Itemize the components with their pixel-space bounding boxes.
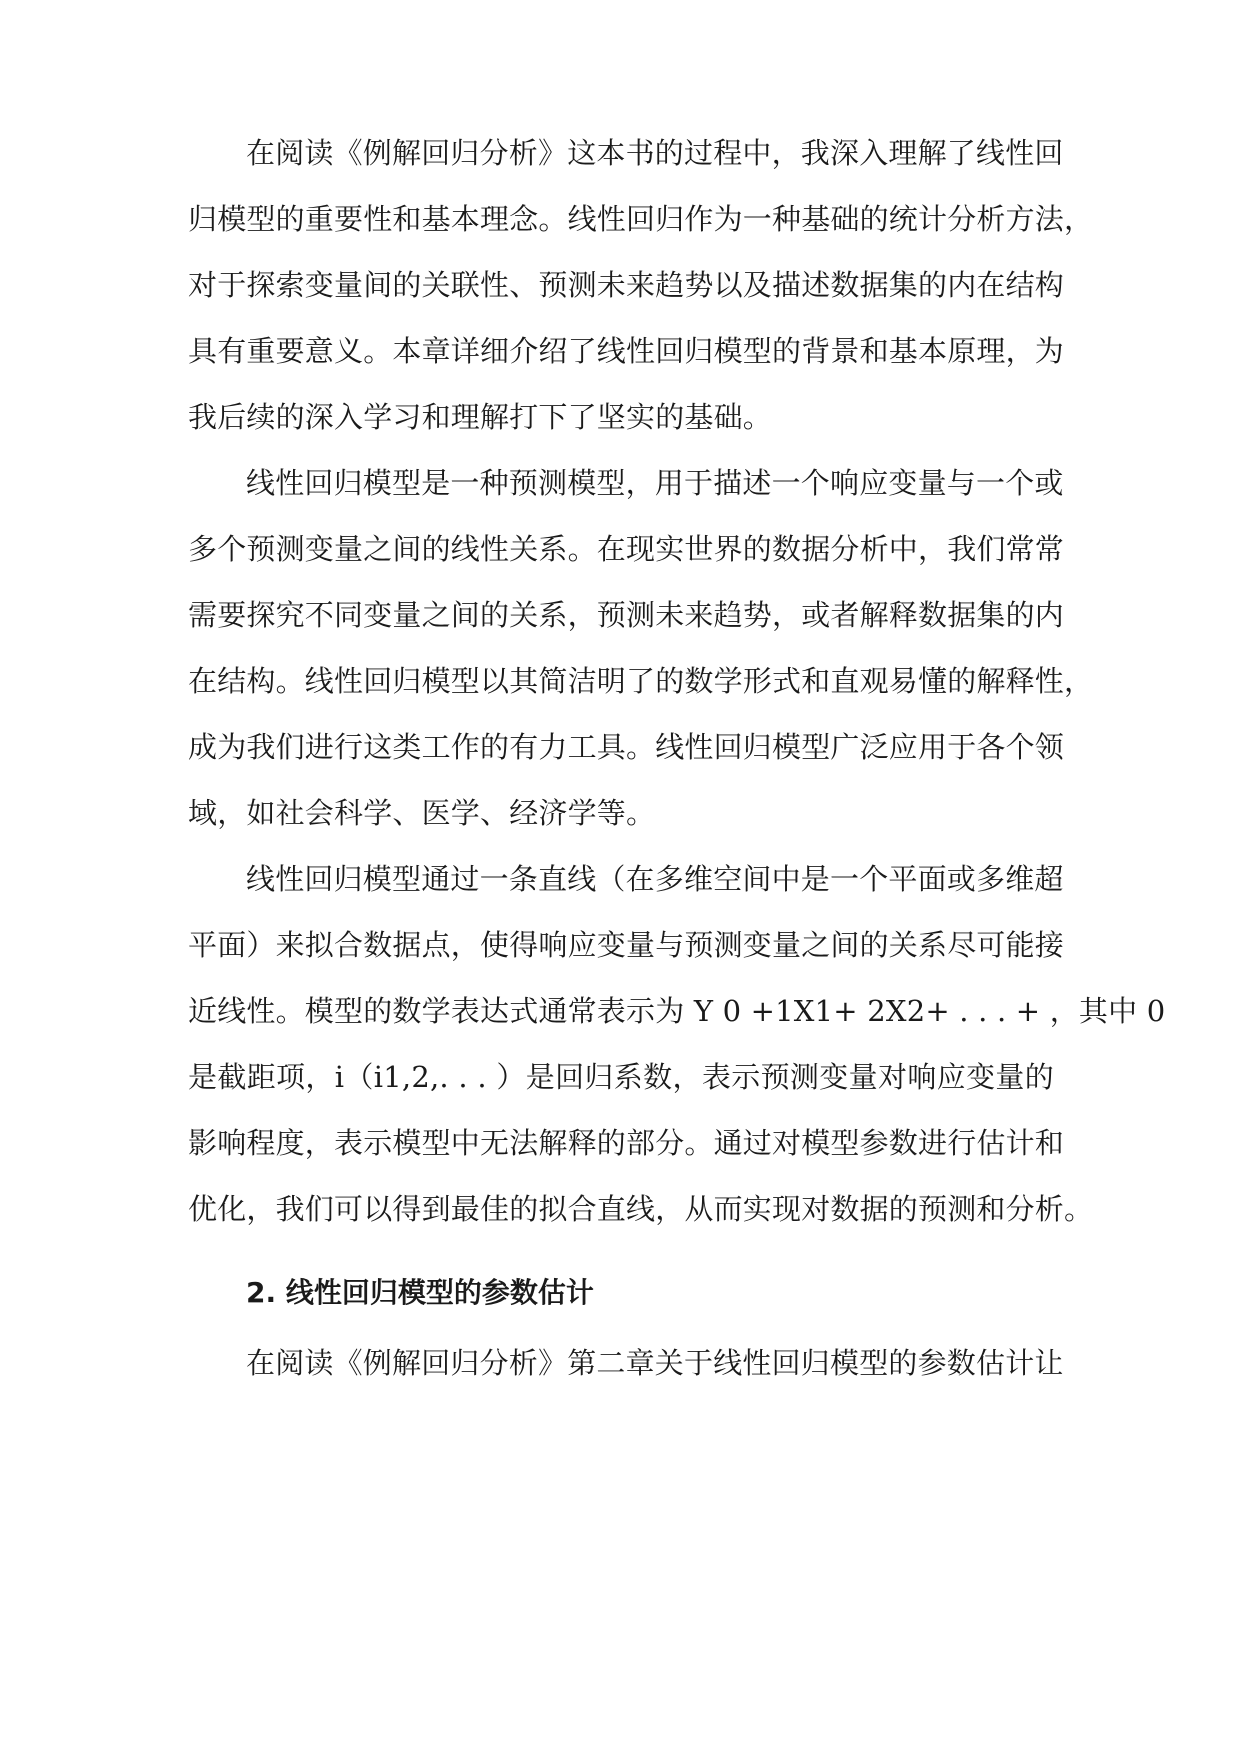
paragraph-3-line-2: 平面）来拟合数据点，使得响应变量与预测变量之间的关系尽可能接 (188, 928, 1065, 962)
paragraph-2-line-5: 成为我们进行这类工作的有力工具。线性回归模型广泛应用于各个领 (188, 730, 1065, 764)
paragraph-3-line-4: 是截距项，i（i1,2,. . . ）是回归系数，表示预测变量对响应变量的 (188, 1060, 1054, 1094)
paragraph-1-line-4: 具有重要意义。本章详细介绍了线性回归模型的背景和基本原理，为 (188, 334, 1065, 368)
paragraph-2-line-4: 在结构。线性回归模型以其简洁明了的数学形式和直观易懂的解释性， (188, 664, 1094, 698)
paragraph-2-line-3: 需要探究不同变量之间的关系，预测未来趋势，或者解释数据集的内 (188, 598, 1065, 632)
paragraph-1-line-1: 在阅读《例解回归分析》这本书的过程中，我深入理解了线性回 (246, 136, 1064, 170)
paragraph-2-line-2: 多个预测变量之间的线性关系。在现实世界的数据分析中，我们常常 (188, 532, 1065, 566)
paragraph-1-line-5: 我后续的深入学习和理解打下了坚实的基础。 (188, 400, 773, 434)
paragraph-1-line-3: 对于探索变量间的关联性、预测未来趋势以及描述数据集的内在结构 (188, 268, 1065, 302)
paragraph-2-line-1: 线性回归模型是一种预测模型，用于描述一个响应变量与一个或 (246, 466, 1064, 500)
paragraph-3-line-1: 线性回归模型通过一条直线（在多维空间中是一个平面或多维超 (246, 862, 1064, 896)
paragraph-3-line-6: 优化，我们可以得到最佳的拟合直线，从而实现对数据的预测和分析。 (188, 1192, 1094, 1226)
paragraph-1-line-2: 归模型的重要性和基本理念。线性回归作为一种基础的统计分析方法， (188, 202, 1094, 236)
section-heading: 2. 线性回归模型的参数估计 (246, 1276, 594, 1309)
paragraph-2-line-6: 域，如社会科学、医学、经济学等。 (188, 796, 656, 830)
paragraph-3-line-3: 近线性。模型的数学表达式通常表示为 Y 0 +1X1+ 2X2+ . . . + ，其中 0 (188, 994, 1166, 1028)
paragraph-3-line-5: 影响程度，表示模型中无法解释的部分。通过对模型参数进行估计和 (188, 1126, 1065, 1160)
section-paragraph-line-1: 在阅读《例解回归分析》第二章关于线性回归模型的参数估计让 (246, 1346, 1064, 1380)
